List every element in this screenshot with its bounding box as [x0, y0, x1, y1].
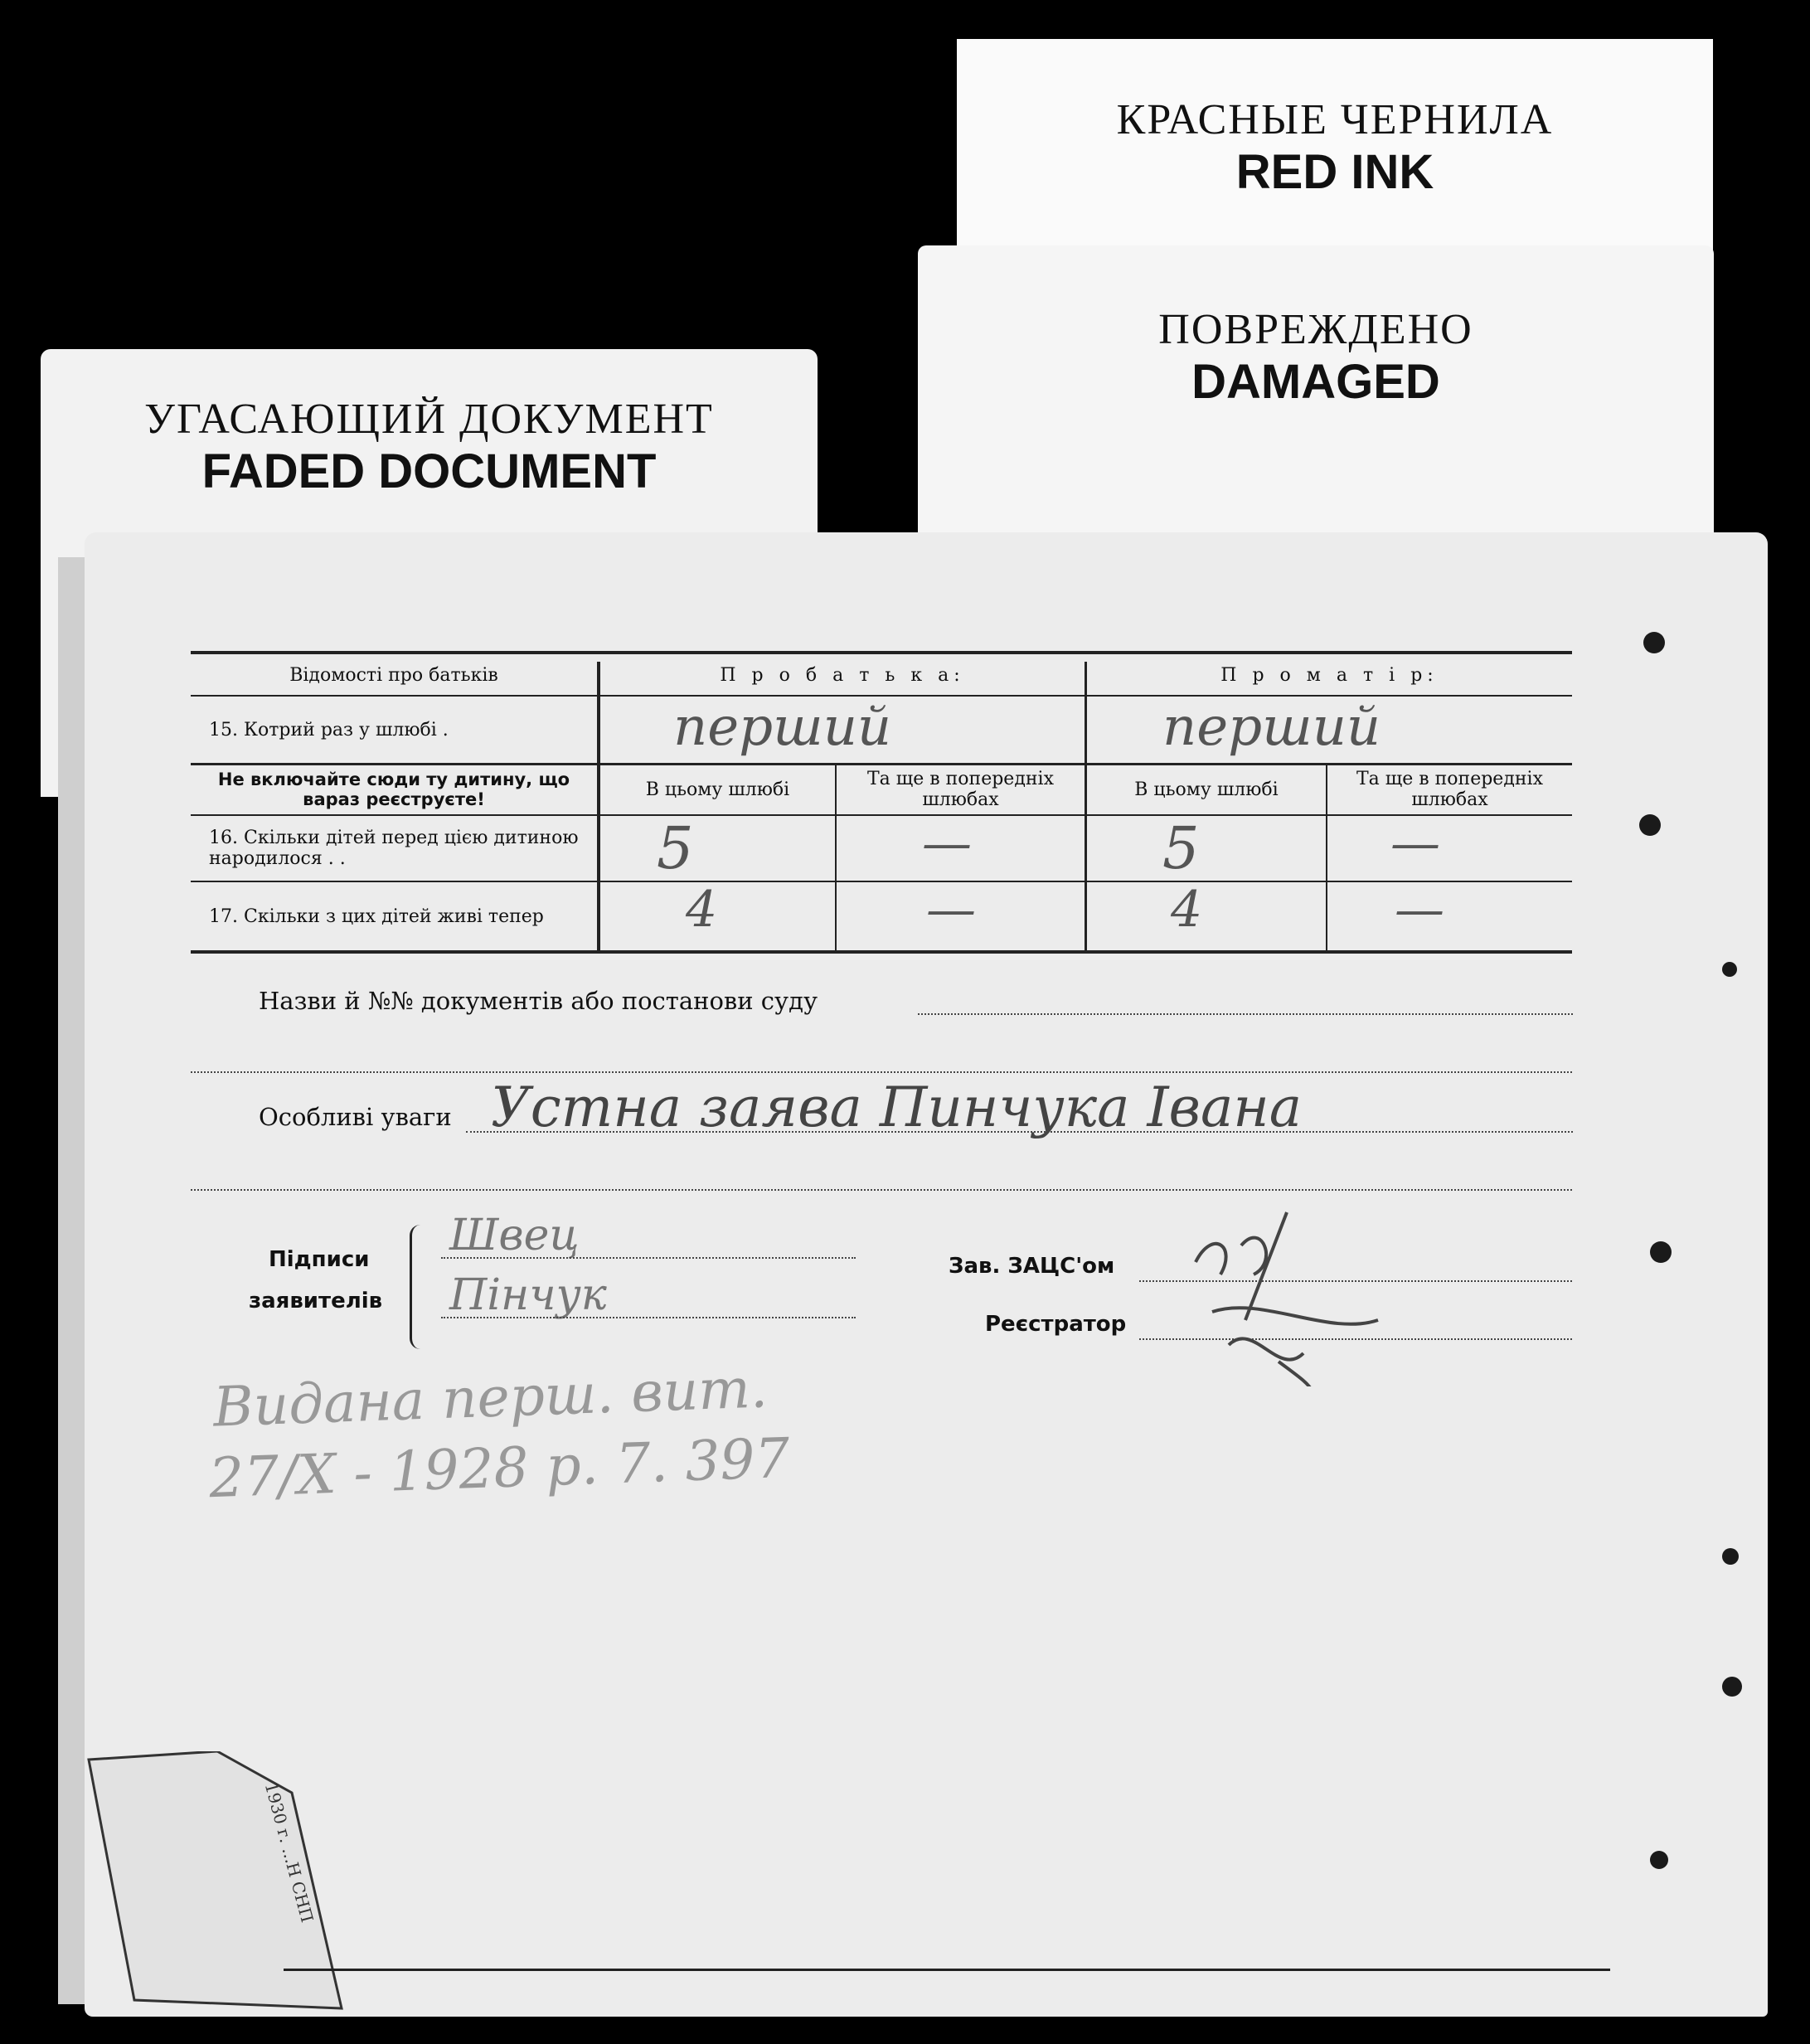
row17-mother-prev: — — [1395, 881, 1444, 939]
row15-mother-value: перший — [1162, 697, 1381, 758]
signature-2: Пінчук — [449, 1270, 607, 1320]
documents-line — [918, 1013, 1573, 1015]
signatures-label-1: Підписи — [269, 1247, 370, 1272]
signatures-label-2: заявителів — [249, 1289, 383, 1313]
documents-label: Назви й №№ документів або постанови суду — [259, 987, 818, 1015]
red-ink-en: RED INK — [1235, 145, 1434, 199]
row16-father-this: 5 — [657, 814, 694, 882]
damaged-en: DAMAGED — [1191, 355, 1440, 409]
remarks-label: Особливі уваги — [259, 1103, 452, 1131]
faded-en: FADED DOCUMENT — [201, 444, 657, 498]
remarks-line — [466, 1131, 1573, 1133]
row17-father-this: 4 — [686, 881, 718, 939]
punch-hole — [1722, 1677, 1742, 1697]
row16-label: 16. Скільки дітей перед цією дитиною народилося . . — [209, 828, 579, 869]
warning-text: Не включайте сюди ту дитину, що вараз реєструєте! — [217, 770, 570, 809]
row15-label: 15. Котрий раз у шлюбі . — [209, 719, 449, 740]
note-line-1: Видана перш. вит. — [211, 1356, 769, 1440]
signature-line-1 — [441, 1257, 856, 1259]
subheader-mother-this: В цьому шлюбі — [1134, 779, 1279, 800]
head-signature-scribble — [1162, 1196, 1395, 1386]
documents-line-2 — [191, 1071, 1572, 1073]
note-line-2: 27/X - 1928 р. 7. 397 — [207, 1425, 791, 1511]
signature-1: Швец — [449, 1211, 580, 1260]
corner-stamp: 1930 г. ...H СНП — [260, 1780, 318, 1925]
damaged-card — [918, 245, 1714, 544]
row16-mother-prev: — — [1390, 814, 1440, 872]
registration-document — [85, 532, 1768, 2017]
folded-corner — [85, 1751, 350, 2017]
subheader-mother-prev: Та ще в попередніх шлюбах — [1356, 769, 1543, 810]
table-rule — [191, 763, 1572, 765]
damaged-ru: ПОВРЕЖДЕНО — [1158, 306, 1473, 353]
faded-ru: УГАСАЮЩИЙ ДОКУМЕНТ — [144, 396, 714, 443]
header-mother: П р о м а т і р: — [1220, 664, 1439, 686]
head-label: Зав. ЗАЦС'ом — [949, 1254, 1115, 1279]
signature-line-2 — [441, 1317, 856, 1318]
signatures-brace — [410, 1225, 420, 1349]
header-father: П р о б а т ь к а: — [720, 664, 965, 686]
table-bottom-rule — [191, 950, 1572, 954]
table-top-rule — [191, 651, 1572, 654]
registrar-label: Реєстратор — [985, 1312, 1127, 1337]
punch-hole — [1643, 632, 1665, 653]
punch-hole — [1650, 1241, 1672, 1263]
punch-hole — [1722, 1548, 1739, 1565]
punch-hole — [1722, 962, 1737, 977]
subheader-father-this: В цьому шлюбі — [645, 779, 790, 800]
punch-hole — [1639, 814, 1661, 836]
header-info: Відомості про батьків — [289, 664, 498, 686]
bottom-rule — [284, 1969, 1610, 1971]
row16-mother-this: 5 — [1162, 814, 1200, 882]
punch-hole — [1650, 1851, 1668, 1869]
table-rule — [191, 814, 1572, 816]
subheader-father-prev: Та ще в попередніх шлюбах — [867, 769, 1054, 810]
remarks-value: Устна заява Пинчука Івана — [491, 1075, 1303, 1139]
red-ink-card — [957, 39, 1713, 255]
row15-father-value: перший — [673, 697, 892, 758]
row17-label: 17. Скільки з цих дітей живі тепер — [209, 905, 544, 927]
row17-mother-this: 4 — [1171, 881, 1203, 939]
remarks-line-2 — [191, 1189, 1572, 1191]
row16-father-prev: — — [922, 814, 972, 872]
row17-father-prev: — — [926, 881, 976, 939]
red-ink-ru: КРАСНЫЕ ЧЕРНИЛА — [1116, 96, 1554, 143]
table-rule — [191, 881, 1572, 882]
